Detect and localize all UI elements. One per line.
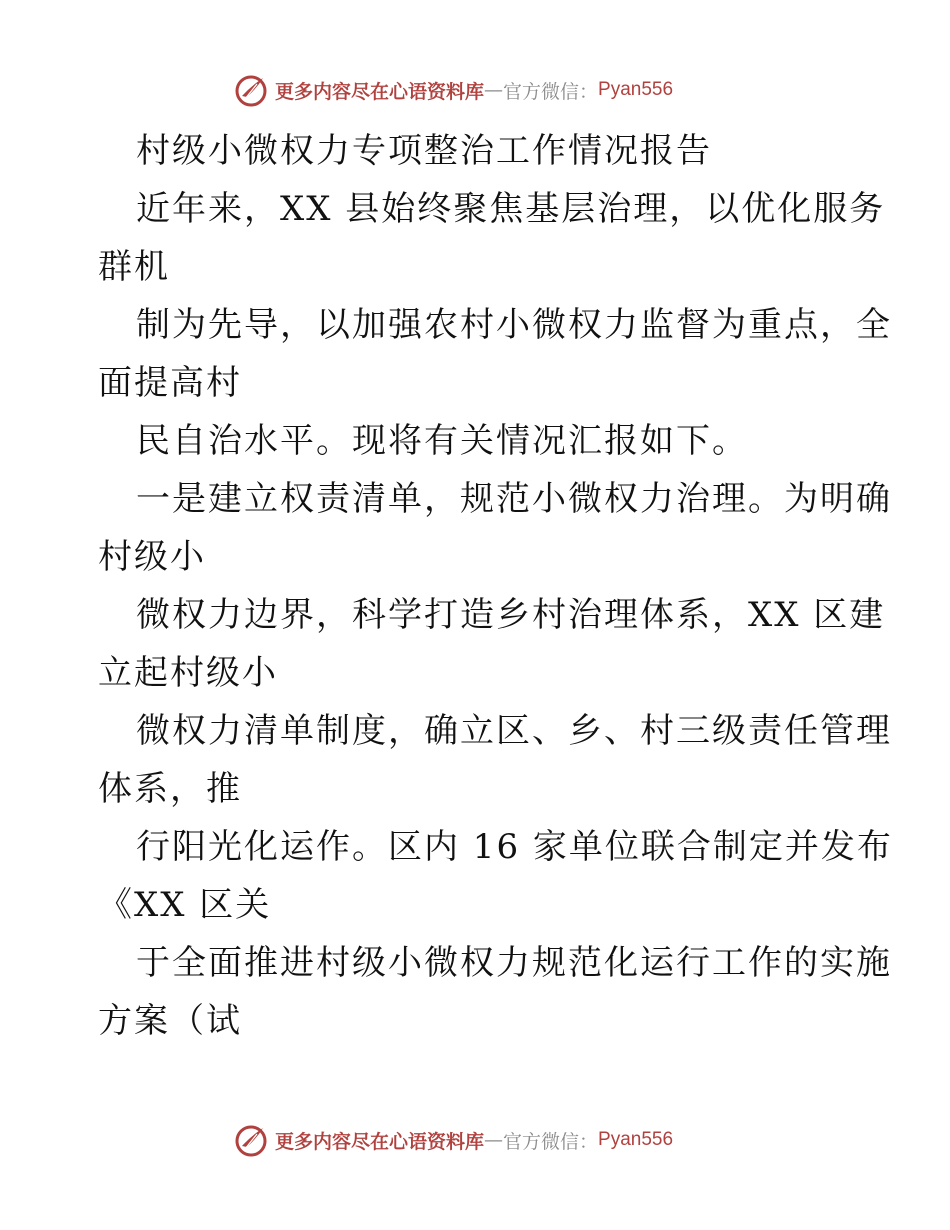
- watermark-wechat-id: Pyan556: [598, 79, 674, 100]
- text-line: 立起村级小: [98, 653, 278, 693]
- watermark-separator: —: [484, 1129, 504, 1151]
- watermark-main-text: 更多内容尽在心语资料库: [275, 80, 485, 103]
- watermark-wechat-label: 官方微信：: [503, 80, 599, 103]
- document-body: [98, 122, 893, 1050]
- watermark-separator: —: [484, 79, 504, 101]
- text-line: 制为先导，以加强农村小微权力监督为重点，全: [136, 305, 892, 345]
- book-quill-icon: [233, 1122, 269, 1158]
- text-line: 一是建立权责清单，规范小微权力治理。为明确: [136, 479, 892, 519]
- watermark-wechat-label: 官方微信：: [503, 1130, 599, 1153]
- text-line: 微权力边界，科学打造乡村治理体系，XX 区建: [136, 595, 886, 635]
- footer-watermark: [233, 1120, 673, 1160]
- book-quill-icon: [233, 72, 269, 108]
- text-line: 面提高村: [98, 363, 242, 403]
- text-line: 近年来，XX 县始终聚焦基层治理，以优化服务: [136, 189, 886, 229]
- text-line: 《XX 区关: [98, 885, 272, 925]
- watermark-main-text: 更多内容尽在心语资料库: [275, 1130, 485, 1153]
- document-title: 村级小微权力专项整治工作情况报告: [136, 131, 712, 171]
- watermark-wechat-id: Pyan556: [598, 1129, 674, 1150]
- text-line: 于全面推进村级小微权力规范化运行工作的实施: [136, 943, 892, 983]
- text-line: 群机: [98, 247, 170, 287]
- text-line: 村级小: [98, 537, 206, 577]
- text-line: 体系，推: [98, 769, 242, 809]
- text-line: 微权力清单制度，确立区、乡、村三级责任管理: [136, 711, 892, 751]
- header-watermark: [233, 70, 673, 110]
- text-line: 方案（试: [98, 1001, 242, 1041]
- text-line: 行阳光化运作。区内 16 家单位联合制定并发布: [136, 827, 893, 867]
- text-line: 民自治水平。现将有关情况汇报如下。: [136, 421, 748, 461]
